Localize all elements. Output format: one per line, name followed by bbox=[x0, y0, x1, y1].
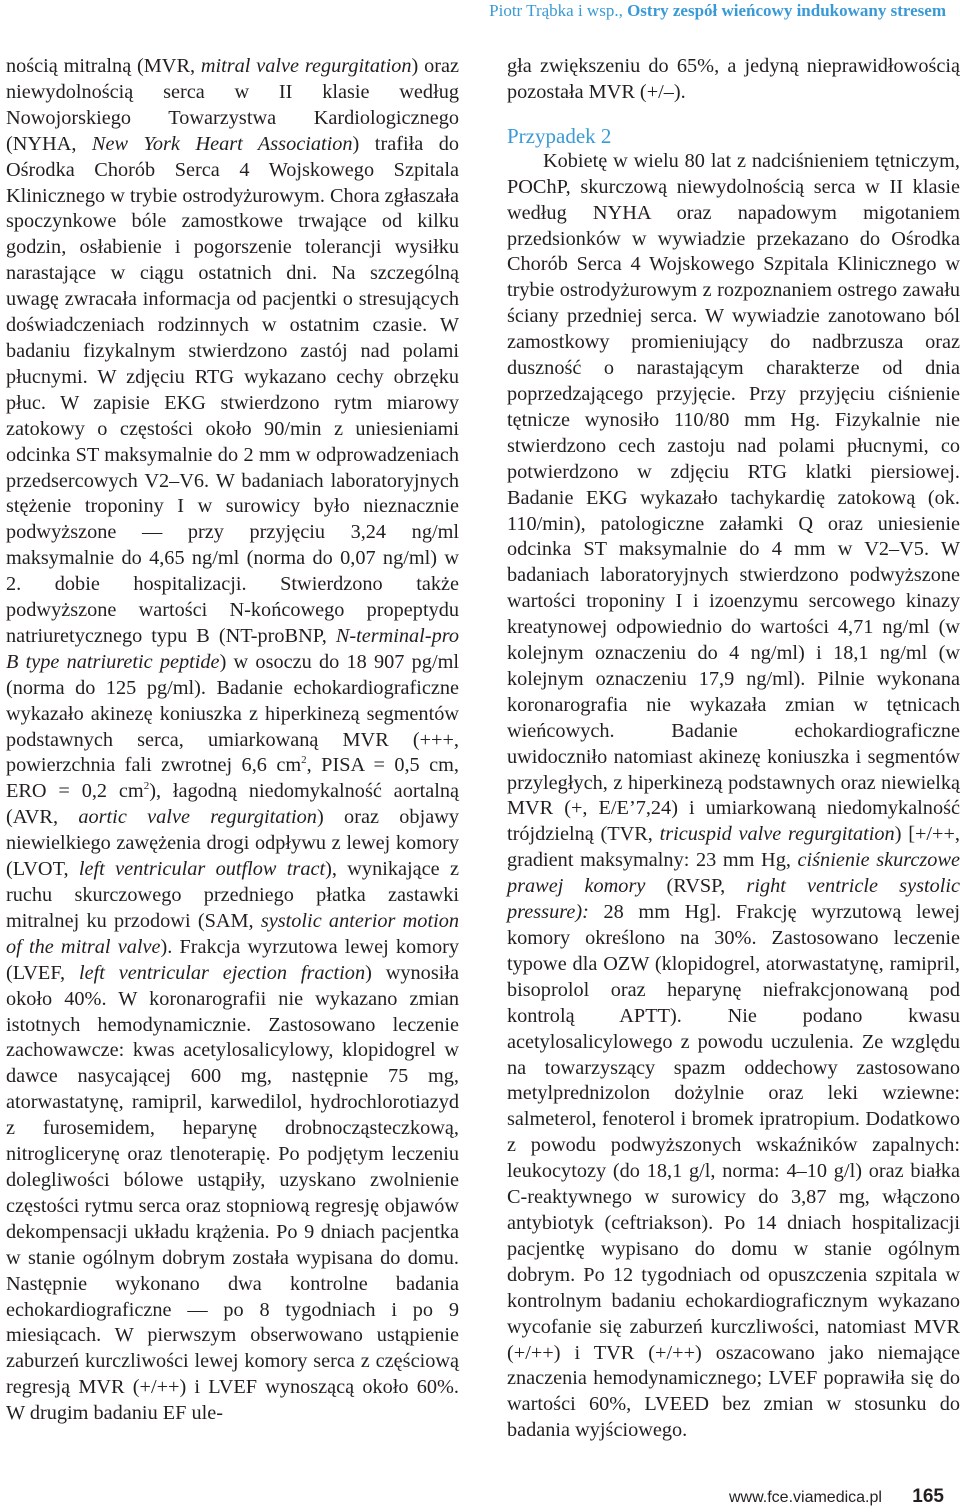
left-column bbox=[6, 54, 459, 1427]
italic-term: left ventricular outflow tract bbox=[78, 858, 326, 881]
running-head-title: Ostry zespół wieńcowy indukowany stresem bbox=[627, 1, 946, 20]
text-run: ) oraz objawy niewielkiego zawężenia drogi odpływu z lewej komory (LVOT, bbox=[6, 806, 459, 881]
text-run: , PISA = 0,5 cm, ERO = 0,2 cm bbox=[6, 754, 459, 803]
case2-paragraph bbox=[507, 149, 960, 1444]
italic-term: aortic valve regurgitation bbox=[78, 806, 317, 829]
italic-term: ciśnienie skurczowe prawej komory bbox=[507, 849, 960, 898]
text-run: ). Frakcja wyrzutowa lewej komory (LVEF, bbox=[6, 935, 459, 984]
case1-paragraph bbox=[6, 54, 459, 1427]
right-column bbox=[507, 54, 960, 1444]
italic-term: New York Heart Association bbox=[91, 132, 353, 155]
running-head-authors: Piotr Trąbka i wsp. bbox=[489, 1, 619, 20]
text-run: (RVSP, bbox=[645, 875, 747, 898]
page-number: 165 bbox=[912, 1486, 944, 1507]
text-run: nością mitralną (MVR, bbox=[6, 55, 201, 77]
section-heading-case2: Przypadek 2 bbox=[507, 123, 612, 148]
text-run: Kobietę w wielu 80 lat z nadciśnieniem tętniczym, POChP, skurczową niewydolnością serca w II klasie według NYHA oraz napadowym migotaniem przedsionków w wywiadzie przekazano do Ośrodka Chorób Serca 4 Wojskowego Szpitala Klinicznego w trybie ostrodyżurowym z rozpoznaniem ostrego zawału ściany przedniej serca. W wywiadzie zanotowano ból zamostkowy promieniujący do nadbrzusza oraz duszność o narastającym charakterze od dnia poprzedzającego przyjęcie. Przy przyjęciu ciśnienie tętnicze wynosiło 110/80 mm Hg. Fizykalnie nie stwierdzono cech zastoju nad polami płucnymi, co potwierdzono w zdjęciu RTG klatki piersiowej. Badanie EKG wykazało tachykardię zatokową (ok. 110/min), patologiczne załamki Q oraz uniesienie odcinka ST maksymalnie do 4 mm w V2–V5. W badaniach laboratoryjnych stwierdzono podwyższone wartości troponiny I i izoenzymu sercowego kinazy kreatynowej odpowiednio do wartości 4,71 ng/ml (w kolejnym oznaczeniu do 4 ng/ml) i 18,1 ng/ml (w kolejnym oznaczeniu 17,9 ng/ml). Pilnie wykonana koronarografia nie wykazała zmian w tętnicach wieńcowych. Badanie echokardiograficzne uwidoczniło natomiast akinezę koniuszka i segmentów przyległych, z hiperkinezą podstawnych oraz niewielką MVR (+, E/E’7,24) i umiarkowaną niedomykalność trójdzielną (TVR, bbox=[507, 149, 960, 846]
text-run: ) wynosiła około 40%. W koronarografii nie wykazano zmian istotnych hemodynamicznie. Zastosowano leczenie zachowawcze: kwas acetylosalicylowy, klopidogrel w dawce nasycającej 600 mg, następnie 75 mg, atorwastatynę, ramipril, karwedilol, hydrochlorotiazyd z furosemidem, heparynę drobnocząsteczkową, nitroglicerynę oraz tlenoterapię. Po podjętym leczeniu dolegliwości bólowe ustąpiły, uzyskano zwolnienie częstości rytmu serca oraz stopniową regresję objawów dekompensacji układu krążenia. Po 9 dniach pacjentka w stanie ogólnym dobrym została wypisana do domu. Następnie wykonano dwa kontrolne badania echokardiograficzne — po 8 tygodniach i po 9 miesiącach. W pierwszym obserwowano ustąpienie zaburzeń kurczliwości lewej komory serca z częściową regresją MVR (+/++) i LVEF wynoszącą około 60%. W drugim badaniu EF ule- bbox=[6, 961, 459, 1425]
superscript: 2 bbox=[301, 754, 307, 767]
text-run: ) trafiła do Ośrodka Chorób Serca 4 Wojskowego Szpitala Klinicznego w trybie ostrodyżurowym. Chora zgłaszała spoczynkowe bóle zamostkowe trwające od kilku godzin, osłabienie i pogorszenie tolerancji wysiłku narastające w ciągu ostatnich dni. Na szczególną uwagę zwracała informacja od pacjentki o stresujących doświadczeniach rodzinnych w ostatnim czasie. W badaniu fizykalnym stwierdzono zastój nad polami płucnymi. W zdjęciu RTG wykazano cechy obrzęku płuc. W zapisie EKG stwierdzono rytm miarowy zatokowy o częstości około 90/min z uniesieniami odcinka ST maksymalnie do 2 mm w odprowadzeniach przedsercowych V2–V6. W badaniach laboratoryjnych stężenie troponiny I w surowicy było nieznacznie podwyższone — przy przyjęciu 3,24 ng/ml maksymalnie do 4,65 ng/ml (norma do 0,07 ng/ml) w 2. dobie hospitalizacji. Stwierdzono także podwyższone wartości N-końcowego propeptydu natriuretycznego typu B (NT-proBNP, bbox=[6, 132, 460, 647]
running-head bbox=[489, 0, 946, 22]
text-run: ), łagodną niedomykalność aortalną (AVR, bbox=[6, 780, 459, 829]
italic-term: mitral valve regurgitation bbox=[200, 55, 412, 77]
text-run: ) w osoczu do 18 907 pg/ml (norma do 125 pg/ml). Badanie echokardiograficzne wykazało akinezę koniuszka z hiperkinezą segmentów podstawnych serca, umiarkowaną MVR (+++, powierzchnia fali zwrotnej 6,6 cm bbox=[6, 650, 459, 777]
footer-url: www.fce.viamedica.pl bbox=[729, 1489, 882, 1506]
text-run: ), wynikające z ruchu skurczowego przedniego płatka zastawki mitralnej ku przodowi (SAM, bbox=[6, 858, 459, 932]
text-run: 28 mm Hg]. Frakcję wyrzutową lewej komory określono na 30%. Zastosowano leczenie typowe dla OZW (klopidogrel, atorwastatynę, ramipril, bisoprolol oraz heparynę niefrakcjonowaną pod kontrolą APTT). Nie podano kwasu acetylosalicylowego z powodu uczulenia. Ze względu na towarzyszący spazm oddechowy zastosowano metylprednizolon dożylnie oraz leki wziewne: salmeterol, fenoterol i bromek ipratropium. Dodatkowo z powodu podwyższonych wskaźników zapalnych: leukocytozy (do 18,1 g/l, norma: 4–10 g/l) oraz białka C-reaktywnego w surowicy do 3,87 mg, włączono antybiotyk (ceftriakson). Po 14 dniach hospitalizacji pacjentkę wypisano do domu w stanie ogólnym dobrym. Po 12 tygodniach od opuszczenia szpitala w kontrolnym badaniu echokardiograficznym wykazano wycofanie się zaburzeń kurczliwości, natomiast MVR (+/++) i TVR (+/++) oszacowano jako niemające znaczenia hemodynamicznego; LVEF poprawiła się do wartości 60%, LVEED bez zmian w stosunku do badania wyjściowego. bbox=[507, 901, 960, 1442]
text-run: ) oraz niewydolnością serca w II klasie według Nowojorskiego Towarzystwa Kardiologicznego (NYHA, bbox=[6, 55, 459, 155]
case1-continuation: gła zwiększeniu do 65%, a jedyną nieprawidłowością pozostała MVR (+/–). bbox=[507, 55, 960, 103]
italic-term: right ventricle systolic pressure): bbox=[507, 875, 960, 924]
italic-term: N-terminal-pro B type natriuretic peptide bbox=[6, 624, 459, 673]
italic-term: tricuspid valve regurgitation bbox=[659, 823, 895, 846]
italic-term: systolic anterior motion of the mitral valve bbox=[6, 909, 459, 958]
superscript: 2 bbox=[143, 780, 150, 793]
text-run: ) [+/++, gradient maksymalny: 23 mm Hg, bbox=[507, 823, 960, 872]
running-head-separator: , bbox=[618, 1, 623, 20]
italic-term: left ventricular ejection fraction bbox=[78, 961, 366, 984]
